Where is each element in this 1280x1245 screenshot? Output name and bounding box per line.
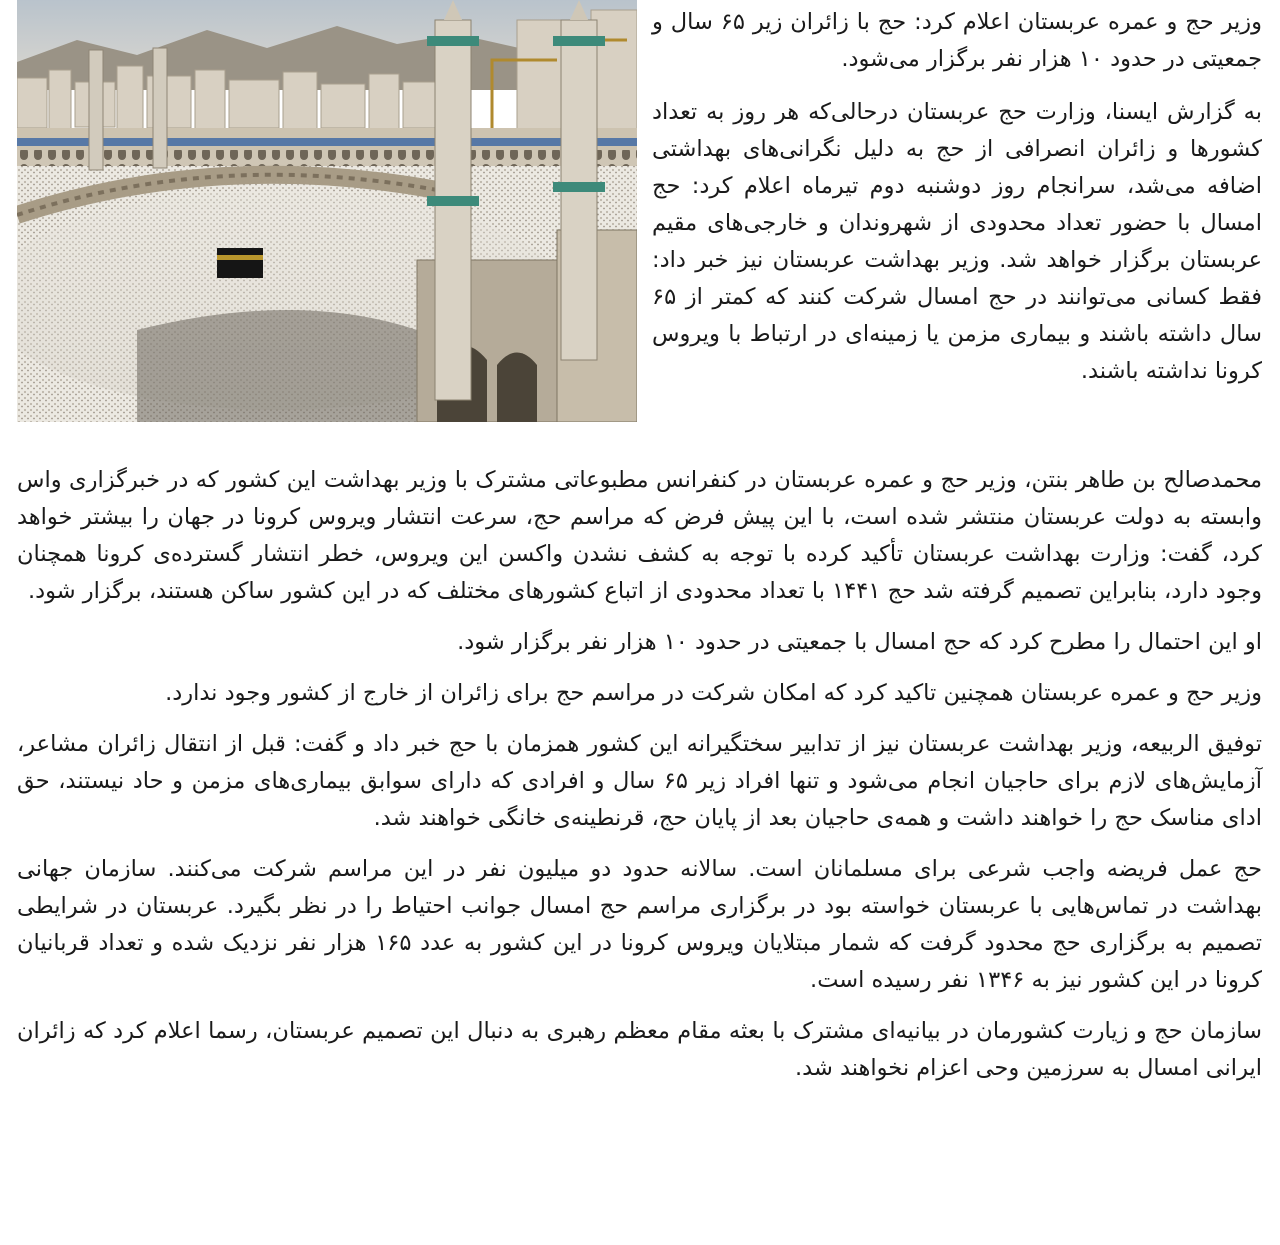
paragraph-no-foreign-pilgrims: وزیر حج و عمره عربستان همچنین تاکید کرد که امکان شرکت در مراسم حج برای زائران از خارج از کشور وجود ندارد. (165, 680, 1262, 706)
paragraph-hajj-obligation: حج عمل فریضه واجب شرعی برای مسلمانان است. سالانه حدود دو میلیون نفر در این مراسم شرکت می‌کنند. سازمان جهانی بهداشت در تماس‌هایی با عربستان خواسته بود در برگزاری مراسم حج امسال جوانب احتیاط را در نظر بگیرد. عربستان در شرایطی تصمیم به برگزاری حج محدود گرفت که شمار مبتلایان ویروس کرونا در این کشور به عدد ۱۶۵ هزار نفر نزدیک شده و تعداد قربانیان کرونا در این کشور نیز به ۱۳۴۶ نفر رسیده است. (17, 856, 1262, 993)
masjid-al-haram-photo (17, 0, 637, 422)
paragraph-iran-statement: سازمان حج و زیارت کشورمان در بیانیه‌ای مشترک با بعثه مقام معظم رهبری به دنبال این تصمیم عربستان، رسما اعلام کرد که زائران ایرانی امسال به سرزمین وحی اعزام نخواهند شد. (17, 1018, 1262, 1081)
paragraph-isna: به گزارش ایسنا، وزارت حج عربستان درحالی‌که هر روز به تعداد کشورها و زائران انصرافی از حج به دلیل نگرانی‌های بهداشتی اضافه می‌شد، سرانجام روز دوشنبه دوم تیرماه اعلام کرد: حج امسال با حضور تعداد محدودی از شهروندان و خارجی‌های مقیم عربستان برگزار خواهد شد. وزیر بهداشت عربستان نیز خبر داد: فقط کسانی می‌توانند در حج امسال شرکت کنند که کمتر از ۶۵ سال داشته باشند و بیماری مزمن یا زمینه‌ای در ارتباط با ویروس کرونا نداشته باشند. (652, 99, 1262, 384)
minaret-left (427, 0, 479, 400)
article-intro (652, 4, 1262, 404)
lead-paragraph: وزیر حج و عمره عربستان اعلام کرد: حج با زائران زیر ۶۵ سال و جمعیتی در حدود ۱۰ هزار نفر برگزار می‌شود. (652, 9, 1263, 72)
kaaba (217, 248, 263, 278)
minaret-right (553, 0, 605, 360)
paragraph-minister-conference: محمدصالح بن طاهر بنتن، وزیر حج و عمره عربستان در کنفرانس مطبوعاتی مشترک با وزیر بهداشت این کشور که در خبرگزاری واس وابسته به دولت عربستان منتشر شده است، با این پیش فرض که مراسم حج، سرعت انتشار ویروس کرونا در جهان را بیشتر خواهد کرد، گفت: وزارت بهداشت عربستان تأکید کرده با توجه به کشف نشدن واکسن این ویروس، خطر انتشار گسترده‌ی کرونا همچنان وجود دارد، بنابراین تصمیم گرفته شد حج ۱۴۴۱ با تعداد محدودی از اتباع کشورهای مختلف که در این کشور ساکن هستند، برگزار شود. (17, 467, 1262, 604)
paragraph-health-minister: توفیق الربیعه، وزیر بهداشت عربستان نیز از تدابیر سختگیرانه این کشور همزمان با حج خبر داد و گفت: قبل از انتقال زائران مشاعر، آزمایش‌های لازم برای حاجیان انجام می‌شود و تنها افراد زیر ۶۵ سال و افرادی که دارای سوابق بیماری‌های مزمن و حاد نیستند، حق ادای مناسک حج را خواهند داشت و همه‌ی حاجیان بعد از پایان حج، قرنطینه‌ی خانگی خواهند شد. (17, 731, 1263, 831)
paragraph-ten-thousand: او این احتمال را مطرح کرد که حج امسال با جمعیتی در حدود ۱۰ هزار نفر برگزار شود. (457, 629, 1262, 655)
article-body (17, 462, 1262, 1101)
